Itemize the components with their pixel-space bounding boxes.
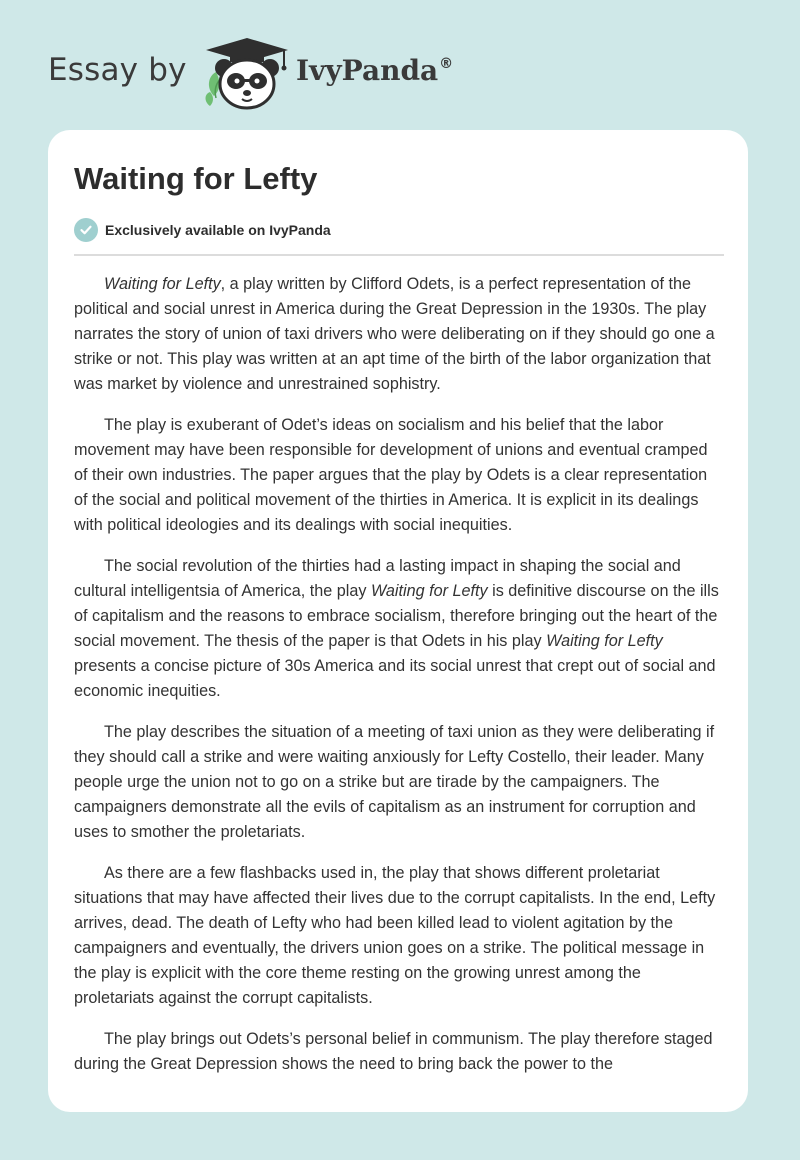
exclusive-badge-label: Exclusively available on IvyPanda	[105, 222, 331, 239]
essay-by-label: Essay by	[48, 52, 187, 88]
paragraph-5: As there are a few flashbacks used in, the play that shows different proletariat situations that may have affected their lives due to the corrupt capitalists. In the end, Lefty arrives, dead. The death of Lefty who had been killed lead to violent agitation by the campaigners and eventually, the drivers union goes on a strike. The political message in the play is explicit with the core theme resting on the growing unrest among the proletariats against the corrupt capitalists.	[74, 864, 716, 1008]
title-divider	[74, 254, 724, 256]
paragraph-4: The play describes the situation of a meeting of taxi union as they were deliberating if they should call a strike and were waiting anxiously for Lefty Costello, their leader. Many people urge the union not to go on a strike but are tirade by the campaigners. The campaigners demonstrate all the evils of capitalism as an instrument for corruption and uses to smother the proletariats.	[74, 723, 715, 842]
panda-logo-icon	[202, 36, 292, 112]
brand-header	[48, 34, 468, 114]
paragraph-1: Waiting for Lefty, a play written by Clifford Odets, is a perfect representation of the political and social unrest in America during the Great Depression in the 1930s. The play narrates the story of union of taxi drivers who were deliberating on if they should go one a strike or not. This play was written at an apt time of the birth of the labor organization that was market by violence and unrestrained sophistry.	[74, 275, 715, 394]
exclusive-badge	[74, 217, 724, 243]
brand-name[interactable]: IvyPanda®	[296, 54, 454, 87]
paragraph-2: The play is exuberant of Odet’s ideas on socialism and his belief that the labor movement may have been responsible for development of unions and eventual cramped of their own industries. The paper argues that the play by Odets is a clear representation of the social and political movement of the thirties in America. It is explicit in its dealings with political ideologies and its dealings with social inequities.	[74, 416, 708, 535]
essay-card	[48, 130, 748, 1112]
essay-body	[74, 272, 724, 1077]
essay-title: Waiting for Lefty	[74, 161, 318, 196]
check-circle-icon	[74, 218, 98, 242]
registered-mark: ®	[439, 56, 454, 72]
paragraph-3: The social revolution of the thirties had a lasting impact in shaping the social and cultural intelligentsia of America, the play Waiting for Lefty is definitive discourse on the ills of capitalism and the reasons to embrace socialism, therefore bringing out the heart of the social movement. The thesis of the paper is that Odets in his play Waiting for Lefty presents a concise picture of 30s America and its social unrest that crept out of social and economic inequities.	[74, 557, 719, 701]
paragraph-6: The play brings out Odets’s personal belief in communism. The play therefore staged during the Great Depression shows the need to bring back the power to the	[74, 1030, 713, 1074]
